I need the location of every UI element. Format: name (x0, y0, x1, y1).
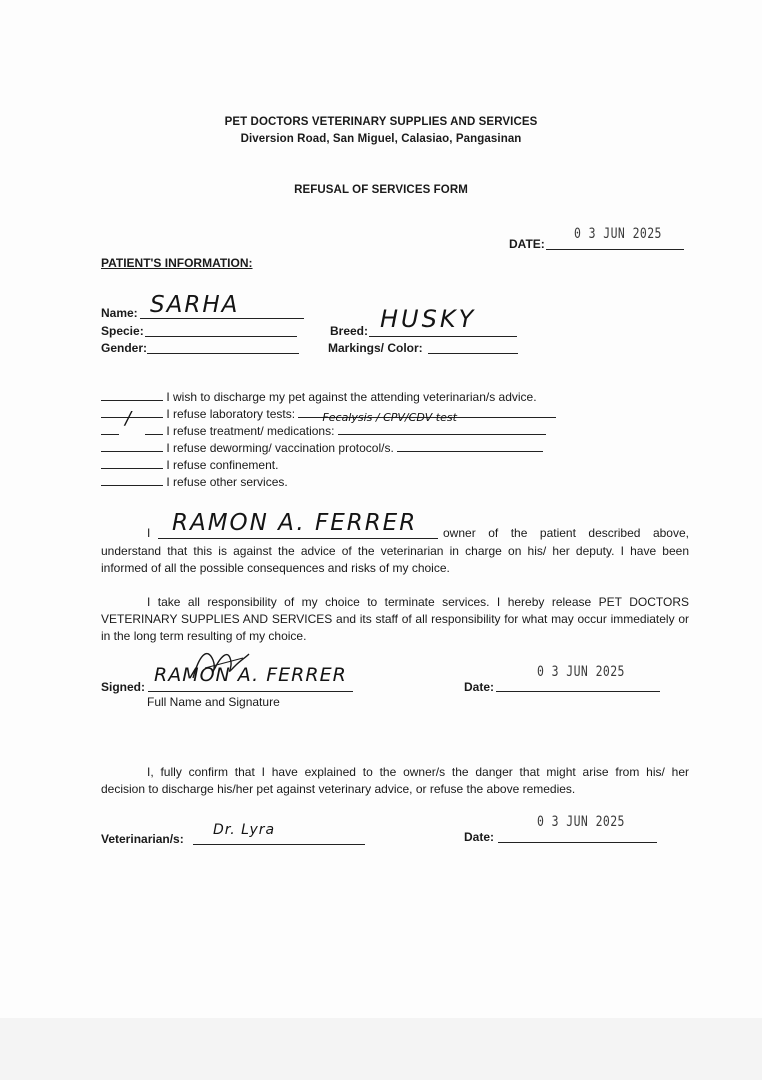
breed-line (369, 336, 517, 337)
responsibility-line2: VETERINARY SUPPLIES AND SERVICES and its staff of all responsibility for what may occur immediately or (101, 612, 689, 626)
option-blank (101, 468, 163, 469)
signed-date-label: Date: (464, 680, 495, 694)
breed-label: Breed: (330, 324, 369, 338)
signed-date-line (496, 691, 660, 692)
option-text: I wish to discharge my pet against the attending veterinarian/s advice. (166, 390, 537, 404)
name-handwritten: SARHA (150, 292, 240, 318)
statement-line2: understand that this is against the advice of the veterinarian in charge on his/ her deputy. I have been (101, 544, 689, 558)
option-lab-tests (101, 407, 556, 429)
date-line (546, 249, 684, 250)
signed-date-stamp: 0 3 JUN 2025 (537, 664, 625, 680)
veterinarian-line (193, 844, 365, 845)
signed-line (148, 691, 353, 692)
responsibility-line3: in the long term resulting of my choice. (101, 629, 307, 643)
name-label: Name: (101, 306, 138, 320)
gender-line (147, 353, 299, 354)
option-confinement (101, 458, 278, 472)
option-blank (101, 400, 163, 401)
option-blank (101, 408, 163, 429)
signed-caption: Full Name and Signature (147, 695, 280, 709)
option-text: I refuse laboratory tests: (166, 407, 296, 421)
form-title: REFUSAL OF SERVICES FORM (294, 184, 468, 196)
option-blank (145, 434, 163, 435)
signed-label: Signed: (101, 680, 145, 694)
lab-tests-handwritten: Fecalysis / CPV/CDV test (322, 411, 457, 424)
statement-prefix: I (147, 526, 151, 540)
option-deworming (101, 441, 543, 455)
vet-date-line (498, 842, 657, 843)
owner-name-line (158, 538, 438, 539)
specie-label: Specie: (101, 324, 144, 338)
patient-section-title: PATIENT'S INFORMATION: (101, 256, 253, 270)
option-text: I refuse treatment/ medications: (166, 424, 335, 438)
option-text: I refuse confinement. (166, 458, 279, 472)
responsibility-line1: I take all responsibility of my choice to terminate services. I hereby release PET DOCTORS (147, 595, 689, 609)
scan-footer-strip (0, 1018, 762, 1080)
confirmation-line2: decision to discharge his/her pet against veterinary advice, or refuse the above remedies. (101, 782, 576, 796)
treatment-line (338, 434, 546, 435)
option-discharge (101, 390, 537, 404)
specie-line (145, 336, 297, 337)
markings-label: Markings/ Color: (328, 341, 423, 355)
vet-date-label: Date: (464, 830, 495, 844)
option-other (101, 475, 288, 489)
gender-label: Gender: (101, 341, 148, 355)
deworming-line (397, 451, 543, 452)
statement-line3: informed of all the possible consequences and risks of my choice. (101, 561, 450, 575)
check-mark: / (125, 408, 132, 429)
vet-date-stamp: 0 3 JUN 2025 (537, 814, 625, 830)
option-blank (101, 485, 163, 486)
option-blank (101, 434, 119, 435)
lab-tests-line (298, 411, 556, 424)
breed-handwritten: HUSKY (380, 305, 477, 333)
veterinarian-label: Veterinarian/s: (101, 832, 184, 846)
clinic-name: PET DOCTORS VETERINARY SUPPLIES AND SERVICES (224, 116, 538, 128)
option-blank (101, 451, 163, 452)
option-text: I refuse other services. (166, 475, 288, 489)
date-label: DATE: (509, 237, 545, 251)
owner-name-handwritten: RAMON A. FERRER (172, 510, 418, 536)
date-stamp: 0 3 JUN 2025 (574, 226, 662, 242)
veterinarian-handwritten: Dr. Lyra (213, 822, 276, 838)
clinic-address: Diversion Road, San Miguel, Calasiao, Pangasinan (240, 133, 522, 145)
name-line (140, 318, 304, 319)
confirmation-line1: I, fully confirm that I have explained to the owner/s the danger that might arise from his/ her (147, 765, 689, 779)
statement-line1: owner of the patient described above, (443, 526, 689, 540)
option-text: I refuse deworming/ vaccination protocol/s. (166, 441, 394, 455)
option-treatment (101, 424, 546, 438)
markings-line (428, 353, 518, 354)
signed-name-handwritten: RAMON A. FERRER (154, 664, 347, 686)
